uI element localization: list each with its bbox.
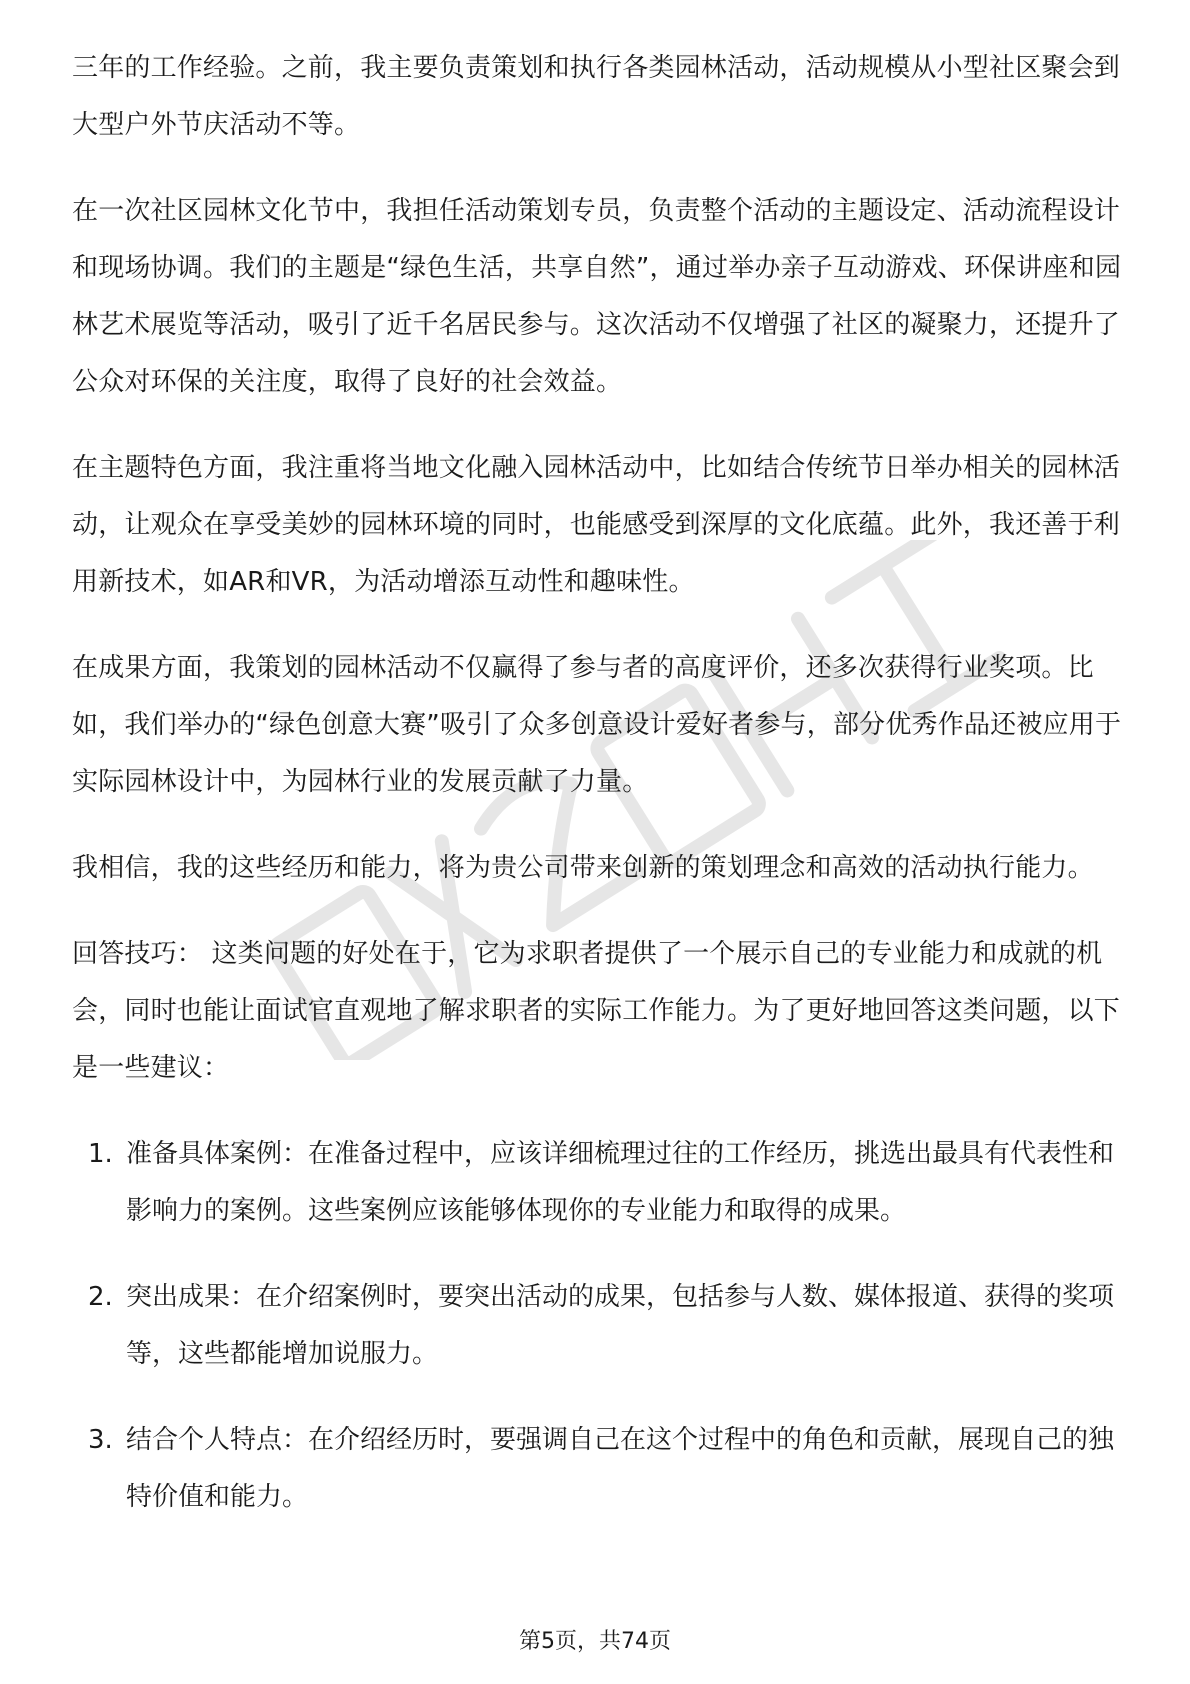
paragraph-culture-festival: 在一次社区园林文化节中，我担任活动策划专员，负责整个活动的主题设定、活动流程设计和现场协调。我们的主题是“绿色生活，共享自然”，通过举办亲子互动游戏、环保讲座和园林艺术展览等活动，吸引了近千名居民参与。这次活动不仅增强了社区的凝聚力，还提升了公众对环保的关注度，取得了良好的社会效益。 bbox=[72, 196, 1122, 397]
paragraph-answer-tips: 回答技巧： 这类问题的好处在于，它为求职者提供了一个展示自己的专业能力和成就的机会，同时也能让面试官直观地了解求职者的实际工作能力。为了更好地回答这类问题，以下是一些建议： bbox=[72, 939, 1121, 1083]
paragraph-experience: 三年的工作经验。之前，我主要负责策划和执行各类园林活动，活动规模从小型社区聚会到大型户外节庆活动不等。 bbox=[72, 53, 1121, 140]
list-item-number: 1. bbox=[88, 1139, 113, 1169]
list-item-text: 结合个人特点：在介绍经历时，要强调自己在这个过程中的角色和贡献，展现自己的独特价值和能力。 bbox=[126, 1425, 1115, 1512]
list-item-text: 准备具体案例：在准备过程中，应该详细梳理过往的工作经历，挑选出最具有代表性和影响力的案例。这些案例应该能够体现你的专业能力和取得的成果。 bbox=[126, 1139, 1115, 1226]
paragraph-achievements: 在成果方面，我策划的园林活动不仅赢得了参与者的高度评价，还多次获得行业奖项。比如，我们举办的“绿色创意大赛”吸引了众多创意设计爱好者参与，部分优秀作品还被应用于实际园林设计中，为园林行业的发展贡献了力量。 bbox=[72, 653, 1122, 797]
document-body bbox=[72, 40, 1122, 1555]
list-item bbox=[72, 1269, 1122, 1383]
paragraph-theme-features: 在主题特色方面，我注重将当地文化融入园林活动中，比如结合传统节日举办相关的园林活动，让观众在享受美妙的园林环境的同时，也能感受到深厚的文化底蕴。此外，我还善于利用新技术，如AR和VR，为活动增添互动性和趣味性。 bbox=[72, 453, 1121, 597]
list-item-text: 突出成果：在介绍案例时，要突出活动的成果，包括参与人数、媒体报道、获得的奖项等，这些都能增加说服力。 bbox=[126, 1282, 1115, 1369]
list-item-number: 2. bbox=[88, 1282, 113, 1312]
paragraph-belief: 我相信，我的这些经历和能力，将为贵公司带来创新的策划理念和高效的活动执行能力。 bbox=[72, 853, 1094, 883]
list-item bbox=[72, 1126, 1122, 1240]
page-number-footer: 第5页，共74页 bbox=[519, 1629, 671, 1654]
list-item bbox=[72, 1412, 1122, 1526]
list-item-number: 3. bbox=[88, 1425, 113, 1455]
tips-list bbox=[72, 1126, 1122, 1526]
